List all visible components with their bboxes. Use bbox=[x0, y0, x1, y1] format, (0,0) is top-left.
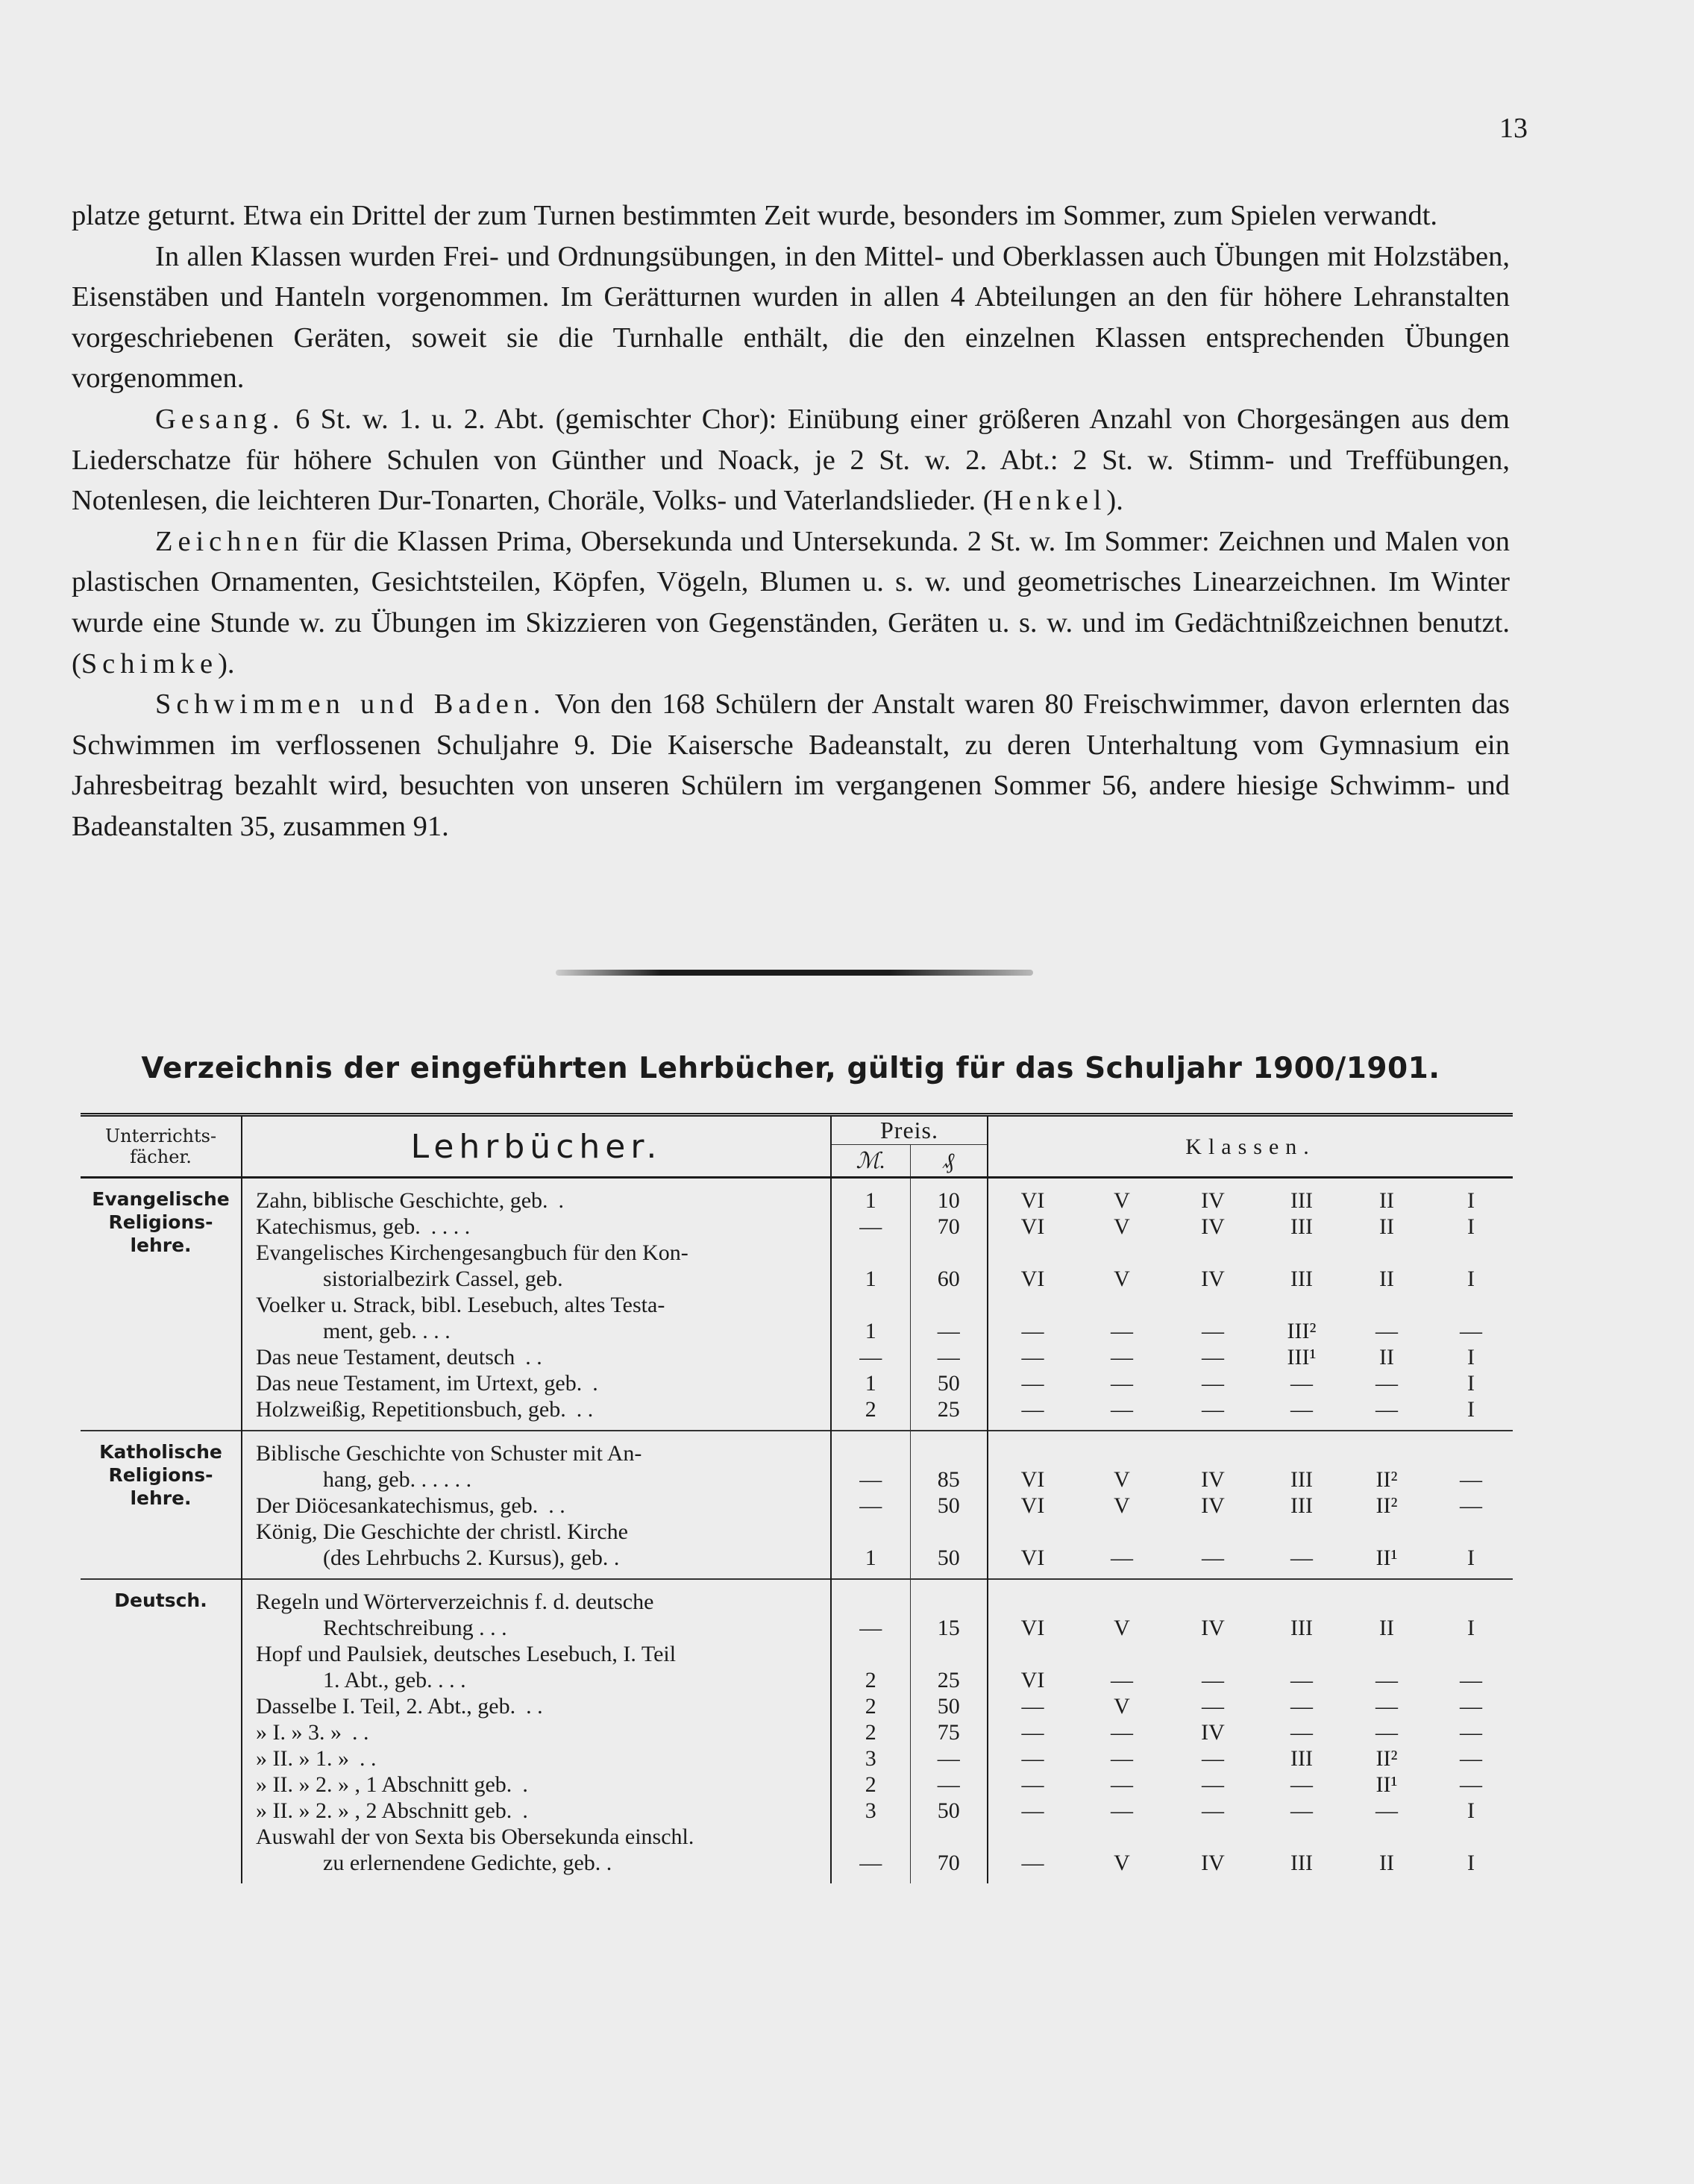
price-mark: 1 bbox=[831, 1519, 910, 1579]
book-title-cell bbox=[242, 1431, 831, 1493]
price-mark: 3 bbox=[831, 1798, 910, 1824]
price-pfennig: 75 bbox=[910, 1719, 988, 1745]
paragraph-text: für die Klassen Prima, Obersekunda und Untersekunda. 2 St. w. Im Sommer: Zeichnen und Malen von plastischen Ornamenten, Gesichtsteilen, Köpfen, Vögeln, Blumen u. s. w. und geometrisches Linearzeichnen. Im Winter wurde eine Stunde w. zu Übungen im Skizzieren von Gegenständen, Geräten u. s. w. und im Gedächtnißzeichnen benutzt. ( bbox=[72, 525, 1510, 680]
price-mark: — bbox=[831, 1493, 910, 1519]
page-number: 13 bbox=[1499, 113, 1528, 144]
spaced-heading: Gesang. bbox=[155, 403, 285, 435]
paragraph-text: ). bbox=[218, 647, 235, 680]
table-row bbox=[81, 1370, 1513, 1396]
class-cell: — bbox=[1375, 1371, 1398, 1396]
book-title-line: » II. » 2. » , 1 Abschnitt geb. bbox=[256, 1772, 512, 1797]
class-cell: VI bbox=[988, 1579, 1077, 1641]
price-mark: 2 bbox=[831, 1719, 910, 1745]
class-cell: — bbox=[1290, 1720, 1313, 1745]
paragraph bbox=[72, 399, 1510, 521]
table-row bbox=[81, 1824, 1513, 1883]
book-title-cell bbox=[242, 1719, 831, 1745]
paragraph-text: ). bbox=[1106, 485, 1123, 517]
price-pfennig: — bbox=[910, 1745, 988, 1772]
class-cell: — bbox=[1290, 1694, 1313, 1719]
class-cell: I bbox=[1429, 1579, 1513, 1641]
price-mark: — bbox=[831, 1579, 910, 1641]
class-cell: — bbox=[1375, 1798, 1398, 1823]
class-cell: III bbox=[1290, 1851, 1313, 1875]
class-cell: V bbox=[1114, 1214, 1130, 1239]
book-title-cell bbox=[242, 1579, 831, 1641]
spaced-heading: Schwimmen und Baden. bbox=[155, 688, 546, 721]
class-cell: I bbox=[1467, 1397, 1475, 1422]
price-mark: 1 bbox=[831, 1240, 910, 1292]
price-mark: 2 bbox=[831, 1772, 910, 1798]
price-pfennig: 70 bbox=[910, 1824, 988, 1883]
class-cell: III bbox=[1290, 1188, 1313, 1213]
class-cell: II² bbox=[1375, 1493, 1398, 1518]
class-cell: I bbox=[1467, 1188, 1475, 1213]
class-cell: III bbox=[1259, 1431, 1344, 1493]
class-cell: V bbox=[1114, 1851, 1130, 1875]
subject-cell: Evangelische Religions-lehre. bbox=[81, 1178, 242, 1431]
paragraph-text: In allen Klassen wurden Frei- und Ordnungsübungen, in den Mittel- und Oberklassen auch Übungen mit Holzstäben, Eisenstäben und Hanteln vorgenommen. Im Gerätturnen wurden in allen 4 Abteilungen an den für höhere Lehranstalten vorgeschriebenen Geräten, soweit sie die Turnhalle enthält, die den einzelnen Klassen entsprechenden Übungen vorgenommen. bbox=[72, 240, 1510, 395]
class-cell: — bbox=[1460, 1319, 1483, 1343]
class-cell: — bbox=[1111, 1319, 1133, 1343]
class-cell: V bbox=[1114, 1493, 1130, 1518]
class-cell: — bbox=[1460, 1720, 1483, 1745]
class-cell: IV bbox=[1167, 1579, 1259, 1641]
price-pfennig: 15 bbox=[910, 1579, 988, 1641]
header-books: Lehrbücher. bbox=[242, 1115, 831, 1178]
book-title-line: hang, geb. . . . . . bbox=[323, 1467, 472, 1492]
class-cell: — bbox=[1111, 1345, 1133, 1369]
class-cell: I bbox=[1467, 1851, 1475, 1875]
price-pfennig: 50 bbox=[910, 1693, 988, 1719]
price-pfennig: 50 bbox=[910, 1798, 988, 1824]
class-cell: V bbox=[1114, 1267, 1130, 1291]
paragraph bbox=[72, 521, 1510, 684]
book-title-line: . . bbox=[525, 1345, 542, 1369]
class-cell: — bbox=[1375, 1668, 1398, 1692]
header-price: Preis. bbox=[831, 1115, 988, 1145]
class-cell: — bbox=[1290, 1371, 1313, 1396]
class-cell: — bbox=[1290, 1668, 1313, 1692]
class-cell: — bbox=[1021, 1746, 1044, 1771]
book-title-cell bbox=[242, 1178, 831, 1214]
class-cell: — bbox=[1021, 1371, 1044, 1396]
class-cell: — bbox=[1460, 1694, 1483, 1719]
book-title-cell bbox=[242, 1772, 831, 1798]
table-row bbox=[81, 1240, 1513, 1292]
spaced-heading: Schimke bbox=[81, 647, 219, 680]
class-cell: I bbox=[1467, 1345, 1475, 1369]
class-cell: — bbox=[1202, 1397, 1224, 1422]
class-cell: IV bbox=[1201, 1851, 1225, 1875]
table-row bbox=[81, 1344, 1513, 1370]
book-title-line: Der Diöcesankatechismus, geb. bbox=[256, 1493, 539, 1518]
textbook-table bbox=[81, 1113, 1513, 1883]
price-pfennig: 60 bbox=[910, 1240, 988, 1292]
paragraph-text: Von den 168 Schülern der Anstalt waren 80 Freischwimmer, davon erlernten das Schwimmen im verflossenen Schuljahre 9. Die Kaisersche Badeanstalt, zu deren Unterhaltung vom Gymnasium ein Jahresbeitrag bezahlt wird, besuchten von unseren Schülern im vergangenen Sommer 56, andere hiesige Schwimm- und Badeanstalten 35, zusammen 91. bbox=[72, 688, 1510, 842]
book-title-line: Das neue Testament, deutsch bbox=[256, 1345, 515, 1369]
class-cell: — bbox=[1375, 1319, 1398, 1343]
book-title-cell bbox=[242, 1493, 831, 1519]
table-row bbox=[81, 1493, 1513, 1519]
table-row bbox=[81, 1396, 1513, 1431]
header-classes: Klassen. bbox=[988, 1115, 1513, 1178]
table-row bbox=[81, 1719, 1513, 1745]
class-cell: — bbox=[1111, 1668, 1133, 1692]
table-row bbox=[81, 1641, 1513, 1693]
paragraph-text: platze geturnt. Etwa ein Drittel der zum Turnen bestimmten Zeit wurde, besonders im Sommer, zum Spielen verwandt. bbox=[72, 200, 1438, 231]
book-title-line: Katechismus, geb. bbox=[256, 1214, 421, 1239]
book-title-line: . . bbox=[352, 1720, 369, 1745]
class-cell: — bbox=[1021, 1345, 1044, 1369]
price-pfennig: 85 bbox=[910, 1431, 988, 1493]
book-title-line: Das neue Testament, im Urtext, geb. bbox=[256, 1371, 583, 1396]
class-cell: — bbox=[1202, 1772, 1224, 1797]
book-title-line: Biblische Geschichte von Schuster mit An- bbox=[256, 1441, 642, 1466]
price-pfennig: 25 bbox=[910, 1396, 988, 1431]
book-title-cell bbox=[242, 1798, 831, 1824]
class-cell: — bbox=[1021, 1397, 1044, 1422]
class-cell: VI bbox=[1020, 1546, 1045, 1570]
book-title-cell bbox=[242, 1370, 831, 1396]
class-cell: V bbox=[1077, 1579, 1167, 1641]
class-cell: — bbox=[1202, 1371, 1224, 1396]
price-pfennig: — bbox=[910, 1772, 988, 1798]
book-title-line: . . . . bbox=[430, 1214, 471, 1239]
price-pfennig: 10 bbox=[910, 1178, 988, 1214]
table-row bbox=[81, 1519, 1513, 1579]
book-title-cell bbox=[242, 1214, 831, 1240]
class-cell: I bbox=[1467, 1267, 1475, 1291]
class-cell: — bbox=[1202, 1746, 1224, 1771]
paragraph bbox=[72, 684, 1510, 847]
book-title-line: . bbox=[522, 1798, 528, 1823]
class-cell: II bbox=[1379, 1214, 1394, 1239]
spaced-heading: Zeichnen bbox=[155, 525, 304, 557]
class-cell: I bbox=[1467, 1371, 1475, 1396]
class-cell: — bbox=[1021, 1851, 1044, 1875]
class-cell: — bbox=[1460, 1493, 1483, 1518]
class-cell: — bbox=[1460, 1668, 1483, 1692]
class-cell: V bbox=[1114, 1188, 1130, 1213]
table-row bbox=[81, 1178, 1513, 1214]
class-cell: — bbox=[1202, 1345, 1224, 1369]
price-mark: — bbox=[831, 1824, 910, 1883]
class-cell: — bbox=[1202, 1668, 1224, 1692]
class-cell: II bbox=[1379, 1188, 1394, 1213]
class-cell: — bbox=[1111, 1772, 1133, 1797]
class-cell: IV bbox=[1201, 1493, 1225, 1518]
book-title-line: » II. » 2. » , 2 Abschnitt geb. bbox=[256, 1798, 512, 1823]
paragraph bbox=[72, 236, 1510, 399]
book-title-cell bbox=[242, 1824, 831, 1883]
class-cell: — bbox=[1202, 1546, 1224, 1570]
book-title-line: Evangelisches Kirchengesangbuch für den Kon- bbox=[256, 1240, 688, 1265]
decorative-rule bbox=[556, 970, 1033, 976]
class-cell: IV bbox=[1201, 1267, 1225, 1291]
class-cell: VI bbox=[1020, 1188, 1045, 1213]
price-mark: 2 bbox=[831, 1396, 910, 1431]
class-cell: — bbox=[1202, 1694, 1224, 1719]
price-pfennig: — bbox=[910, 1344, 988, 1370]
subject-cell: Katholische Religions-lehre. bbox=[81, 1431, 242, 1579]
class-cell: IV bbox=[1167, 1431, 1259, 1493]
book-title-line: Holzweißig, Repetitionsbuch, geb. bbox=[256, 1397, 566, 1422]
class-cell: — bbox=[1021, 1720, 1044, 1745]
class-cell: IV bbox=[1201, 1214, 1225, 1239]
book-title-line: Rechtschreibung . . . bbox=[323, 1616, 507, 1640]
class-cell: VI bbox=[1020, 1267, 1045, 1291]
class-cell: — bbox=[1290, 1397, 1313, 1422]
price-pfennig: 50 bbox=[910, 1370, 988, 1396]
book-title-line: . . bbox=[359, 1746, 377, 1771]
class-cell: VI bbox=[1020, 1214, 1045, 1239]
header-mark: ℳ. bbox=[831, 1145, 910, 1178]
class-cell: III bbox=[1290, 1267, 1313, 1291]
table-row bbox=[81, 1745, 1513, 1772]
price-mark: 3 bbox=[831, 1745, 910, 1772]
class-cell: — bbox=[1021, 1798, 1044, 1823]
body-text bbox=[72, 195, 1510, 847]
class-cell: — bbox=[1290, 1546, 1313, 1570]
class-cell: II² bbox=[1344, 1431, 1429, 1493]
paragraph bbox=[72, 195, 1510, 236]
book-title-cell bbox=[242, 1396, 831, 1431]
class-cell: II bbox=[1379, 1267, 1394, 1291]
book-title-line: Auswahl der von Sexta bis Obersekunda einschl. bbox=[256, 1824, 694, 1849]
book-title-line: . . bbox=[548, 1493, 565, 1518]
paragraph-text: 6 St. w. 1. u. 2. Abt. (gemischter Chor): Einübung einer größeren Anzahl von Chorgesängen aus dem Liederschatze für höhere Schulen von Günther und Noack, je 2 St. w. 2. Abt.: 2 St. w. Stimm- und Treffübungen, Notenlesen, die leichteren Dur-Tonarten, Choräle, Volks- und Vaterlandslieder. ( bbox=[72, 403, 1510, 517]
price-mark: — bbox=[831, 1214, 910, 1240]
class-cell: IV bbox=[1201, 1720, 1225, 1745]
class-cell: I bbox=[1467, 1214, 1475, 1239]
price-pfennig: 70 bbox=[910, 1214, 988, 1240]
class-cell: — bbox=[1111, 1798, 1133, 1823]
class-cell: — bbox=[1111, 1720, 1133, 1745]
book-title-line: . bbox=[592, 1371, 598, 1396]
book-title-line: Dasselbe I. Teil, 2. Abt., geb. bbox=[256, 1694, 516, 1719]
book-title-line: 1. Abt., geb. . . . bbox=[323, 1668, 466, 1692]
header-pfennig: ₰ bbox=[910, 1145, 988, 1178]
header-subjects: Unterrichts-fächer. bbox=[81, 1115, 242, 1178]
price-mark: — bbox=[831, 1431, 910, 1493]
book-title-line: sistorialbezirk Cassel, geb. bbox=[323, 1267, 563, 1291]
book-title-cell bbox=[242, 1519, 831, 1579]
class-cell: — bbox=[1202, 1319, 1224, 1343]
book-title-cell bbox=[242, 1745, 831, 1772]
class-cell: — bbox=[1111, 1397, 1133, 1422]
table-row bbox=[81, 1693, 1513, 1719]
class-cell: II bbox=[1379, 1851, 1394, 1875]
subject-cell: Deutsch. bbox=[81, 1579, 242, 1883]
class-cell: — bbox=[1460, 1772, 1483, 1797]
table-row bbox=[81, 1579, 1513, 1641]
book-title-line: . bbox=[522, 1772, 528, 1797]
class-cell: — bbox=[1375, 1694, 1398, 1719]
class-cell: — bbox=[1290, 1772, 1313, 1797]
class-cell: V bbox=[1114, 1694, 1130, 1719]
class-cell: — bbox=[1111, 1546, 1133, 1570]
class-cell: II bbox=[1344, 1579, 1429, 1641]
book-title-line: » II. » 1. » bbox=[256, 1746, 349, 1771]
price-pfennig: 25 bbox=[910, 1641, 988, 1693]
class-cell: — bbox=[1429, 1431, 1513, 1493]
table-row bbox=[81, 1214, 1513, 1240]
class-cell: — bbox=[1202, 1798, 1224, 1823]
price-mark: 1 bbox=[831, 1178, 910, 1214]
class-cell: VI bbox=[1020, 1493, 1045, 1518]
class-cell: III bbox=[1259, 1579, 1344, 1641]
book-title-cell bbox=[242, 1344, 831, 1370]
class-cell: — bbox=[1021, 1694, 1044, 1719]
book-title-line: Voelker u. Strack, bibl. Lesebuch, altes Testa- bbox=[256, 1293, 665, 1317]
class-cell: III bbox=[1290, 1493, 1313, 1518]
class-cell: — bbox=[1375, 1397, 1398, 1422]
price-mark: 1 bbox=[831, 1370, 910, 1396]
book-title-line: ment, geb. . . . bbox=[323, 1319, 451, 1343]
class-cell: III¹ bbox=[1287, 1345, 1317, 1369]
book-title-line: Zahn, biblische Geschichte, geb. bbox=[256, 1188, 548, 1213]
class-cell: III² bbox=[1287, 1319, 1317, 1343]
table-row bbox=[81, 1292, 1513, 1344]
class-cell: — bbox=[1375, 1720, 1398, 1745]
table-row bbox=[81, 1772, 1513, 1798]
class-cell: II² bbox=[1375, 1746, 1398, 1771]
class-cell: III bbox=[1290, 1214, 1313, 1239]
class-cell: — bbox=[1021, 1319, 1044, 1343]
class-cell: IV bbox=[1201, 1188, 1225, 1213]
class-cell: I bbox=[1467, 1546, 1475, 1570]
class-cell: II¹ bbox=[1375, 1772, 1398, 1797]
price-mark: — bbox=[831, 1344, 910, 1370]
book-title-cell bbox=[242, 1240, 831, 1292]
class-cell: III bbox=[1290, 1746, 1313, 1771]
class-cell: VI bbox=[988, 1431, 1077, 1493]
book-title-line: . . bbox=[526, 1694, 543, 1719]
book-title-line: Regeln und Wörterverzeichnis f. d. deutsche bbox=[256, 1590, 654, 1614]
book-title-line: (des Lehrbuchs 2. Kursus), geb. . bbox=[323, 1546, 620, 1570]
price-pfennig: — bbox=[910, 1292, 988, 1344]
class-cell: — bbox=[1290, 1798, 1313, 1823]
table-row bbox=[81, 1798, 1513, 1824]
book-title-line: König, Die Geschichte der christl. Kirche bbox=[256, 1519, 628, 1544]
price-pfennig: 50 bbox=[910, 1519, 988, 1579]
class-cell: V bbox=[1077, 1431, 1167, 1493]
class-cell: I bbox=[1467, 1798, 1475, 1823]
book-title-line: . . bbox=[576, 1397, 594, 1422]
book-title-line: zu erlernendene Gedichte, geb. . bbox=[323, 1851, 612, 1875]
table-row bbox=[81, 1431, 1513, 1493]
book-title-cell bbox=[242, 1641, 831, 1693]
price-mark: 2 bbox=[831, 1693, 910, 1719]
table-title: Verzeichnis der eingeführten Lehrbücher, gültig für das Schuljahr 1900/1901. bbox=[141, 1052, 1440, 1085]
spaced-heading: Henkel bbox=[992, 485, 1107, 517]
price-mark: 1 bbox=[831, 1292, 910, 1344]
class-cell: II bbox=[1379, 1345, 1394, 1369]
book-title-cell bbox=[242, 1292, 831, 1344]
class-cell: — bbox=[1111, 1746, 1133, 1771]
book-title-cell bbox=[242, 1693, 831, 1719]
class-cell: VI bbox=[1020, 1668, 1045, 1692]
class-cell: — bbox=[1111, 1371, 1133, 1396]
book-title-line: . bbox=[558, 1188, 565, 1213]
book-title-line: » I. » 3. » bbox=[256, 1720, 342, 1745]
book-title-line: Hopf und Paulsiek, deutsches Lesebuch, I. Teil bbox=[256, 1642, 677, 1666]
price-pfennig: 50 bbox=[910, 1493, 988, 1519]
class-cell: II¹ bbox=[1375, 1546, 1398, 1570]
class-cell: — bbox=[1021, 1772, 1044, 1797]
price-mark: 2 bbox=[831, 1641, 910, 1693]
class-cell: — bbox=[1460, 1746, 1483, 1771]
